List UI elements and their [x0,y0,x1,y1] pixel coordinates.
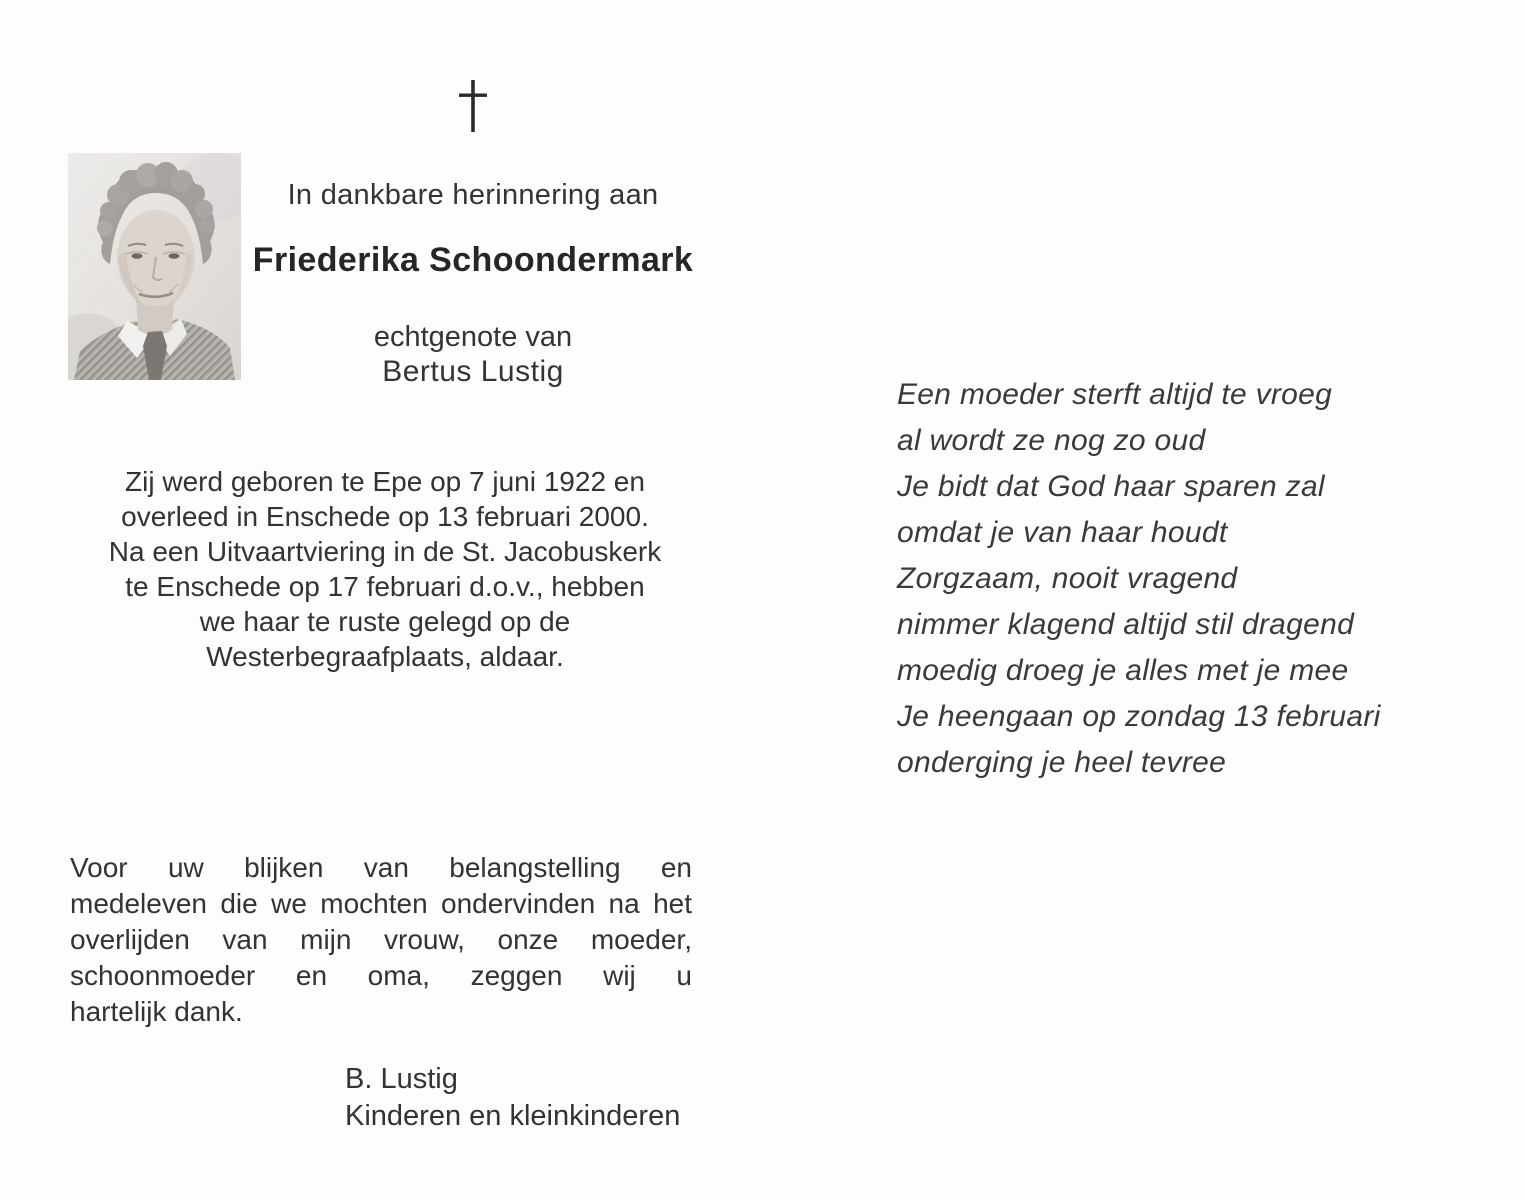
biography-line: Na een Uitvaartviering in de St. Jacobuskerk [108,536,662,567]
deceased-name: Friederika Schoondermark [252,241,694,279]
signature-name: B. Lustig [345,1063,458,1095]
latin-cross-icon [455,76,491,134]
intro-text: In dankbare herinnering aan [287,179,659,211]
acknowledgement-line: overlijden van mijn vrouw, onze moeder, [70,924,692,955]
poem-line: al wordt ze nog zo oud [897,424,1206,457]
acknowledgement-line: schoonmoeder en oma, zeggen wij u [70,960,692,991]
spouse-name: Bertus Lustig [382,355,564,388]
biography-text [78,464,692,674]
acknowledgement-text [70,850,692,1030]
biography-line: Zij werd geboren te Epe op 7 juni 1922 en [125,466,645,497]
poem-line: Je bidt dat God haar sparen zal [897,470,1325,503]
poem-line: nimmer klagend altijd stil dragend [897,608,1355,641]
poem-line: moedig droeg je alles met je mee [897,654,1349,687]
signature-family: Kinderen en kleinkinderen [345,1100,681,1132]
biography-line: overleed in Enschede op 13 februari 2000. [121,501,649,532]
biography-line: Westerbegraafplaats, aldaar. [206,641,564,672]
spouse-intro-text: echtgenote van [373,321,573,353]
poem-line: Zorgzaam, nooit vragend [897,562,1238,595]
poem-line: Een moeder sterft altijd te vroeg [897,378,1333,411]
poem-text [897,372,1417,786]
poem-line: omdat je van haar houdt [897,516,1228,549]
poem-line: onderging je heel tevree [897,746,1227,779]
biography-line: we haar te ruste gelegd op de [199,606,571,637]
signature-block [345,1061,765,1135]
acknowledgement-line: medeleven die we mochten ondervinden na het [70,888,692,919]
biography-line: te Enschede op 17 februari d.o.v., hebben [125,571,645,602]
acknowledgement-line: Voor uw blijken van belangstelling en [70,852,692,883]
acknowledgement-line: hartelijk dank. [70,996,243,1027]
poem-line: Je heengaan op zondag 13 februari [897,700,1381,733]
